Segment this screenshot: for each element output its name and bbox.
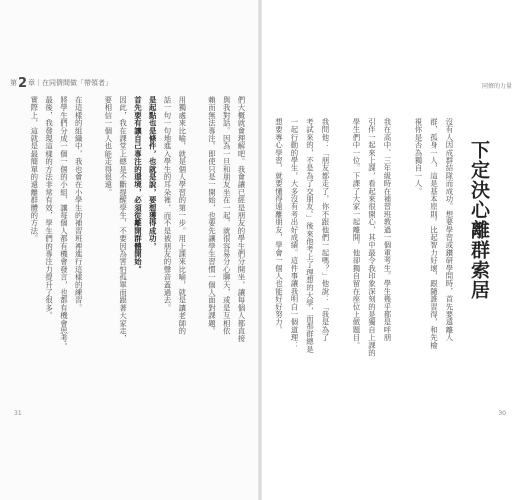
- book-title: 同儕的力量: [481, 83, 512, 90]
- left-page-text-column: 們大概就會理解吧。我會讓已經是朋友的學生們分開坐，讓每個人都直接: [237, 96, 246, 343]
- left-page-text-column: 用獨處來比喻，就是個人學習的第一步。用上課來比喻，就是讓老師的: [177, 96, 187, 335]
- right-page-text-column: 視你是否為獨自一人。: [414, 118, 423, 195]
- right-page-text-column: 群，孤身一人，這是基本原則。比起智力好壞，跟隨誰習得，和先檢: [429, 118, 439, 349]
- left-page-text-column: 與我對話。因為一旦和朋友坐在一起，就很容易分心聊天，或是互相依: [222, 96, 232, 335]
- left-page-text-column: 因此，我在課堂上總是不斷提醒學生，不要因為害怕孤單而跟著大家走，: [118, 96, 128, 343]
- left-page-text-column: 賴而無法專注。即使只是一開始，也要先讓學生習慣一個人面對課題。: [207, 96, 217, 335]
- right-page-text-column: 沒有人因成群結隊而成功。想要學習或鑽研學問時，首先要遠離人: [445, 118, 454, 342]
- left-page-text-column: 將學生們分成一個一個的小組，讓每個人都有機會發言，也都有機會思考。: [59, 96, 69, 351]
- chapter-title: 章｜在同儕間做「帶領者」: [28, 79, 113, 87]
- left-page-text-column: [192, 96, 203, 406]
- right-page-text-column: 學生們中一位。下課了大家一起離開，他卻獨自留在座位上做題目。: [352, 118, 361, 349]
- left-page-text-column: 要相信一個人也能走得很遠。: [103, 96, 113, 197]
- right-page-text-column: 我問他：「朋友都走了，你不跟他們一起嗎？」他說：「我是為了: [321, 118, 330, 342]
- left-page-text-column: 在這樣的組織中，我也會在小學生的補習班裡進行這樣的練習。: [74, 96, 84, 312]
- right-page-text-column: [336, 118, 347, 428]
- book-gutter: [258, 0, 262, 500]
- right-page-text-column: [398, 118, 409, 428]
- left-page-text-column: 實際上，這就是最簡單的遠離群體的方法。: [29, 96, 39, 243]
- right-page-text-column: 我在高中、三年級時在補習班教過一個重考生。學生幾乎都是呼朋: [383, 118, 392, 342]
- chapter-header: [10, 76, 112, 91]
- right-page-text-column: 引伴一起來上課，看起來很開心，其中最令我印象深刻的是獨自上課的: [367, 118, 377, 357]
- right-page-text-column: 想要專心學習，就要懂得遠離朋友，學會一個人也能好好努力。: [274, 118, 284, 334]
- right-page-text-column: 一起行動的學生，大多沒有考出好成績。這件事讓我明白一個道理：: [290, 118, 299, 349]
- page-number-right: 30: [498, 410, 506, 417]
- left-page-text-column: 首先要有讓自己專注的環境，必須從離開群體開始。: [133, 96, 143, 274]
- section-heading: 下定決心離群索居: [468, 140, 490, 300]
- page-number-left: 31: [14, 410, 22, 417]
- left-page-text-column: 最後，我發現這樣的方法非常有效，學生們的專注力提升了很多。: [44, 96, 54, 320]
- chapter-number: 2: [18, 76, 28, 91]
- left-page-text-column: 是起點也是條件，也就是說，要想獲得成功，: [148, 96, 158, 250]
- left-page-text-column: 話一句一句地進入學生的耳朵裡，而不是被朋友的聲音蓋過去。: [163, 96, 172, 312]
- right-page-text-column: 考試來的，不是為了交朋友。」後來他考上了理想的大學，而那群總是: [305, 118, 315, 353]
- left-page-text-column: [88, 96, 99, 406]
- chapter-prefix: 第: [10, 79, 17, 87]
